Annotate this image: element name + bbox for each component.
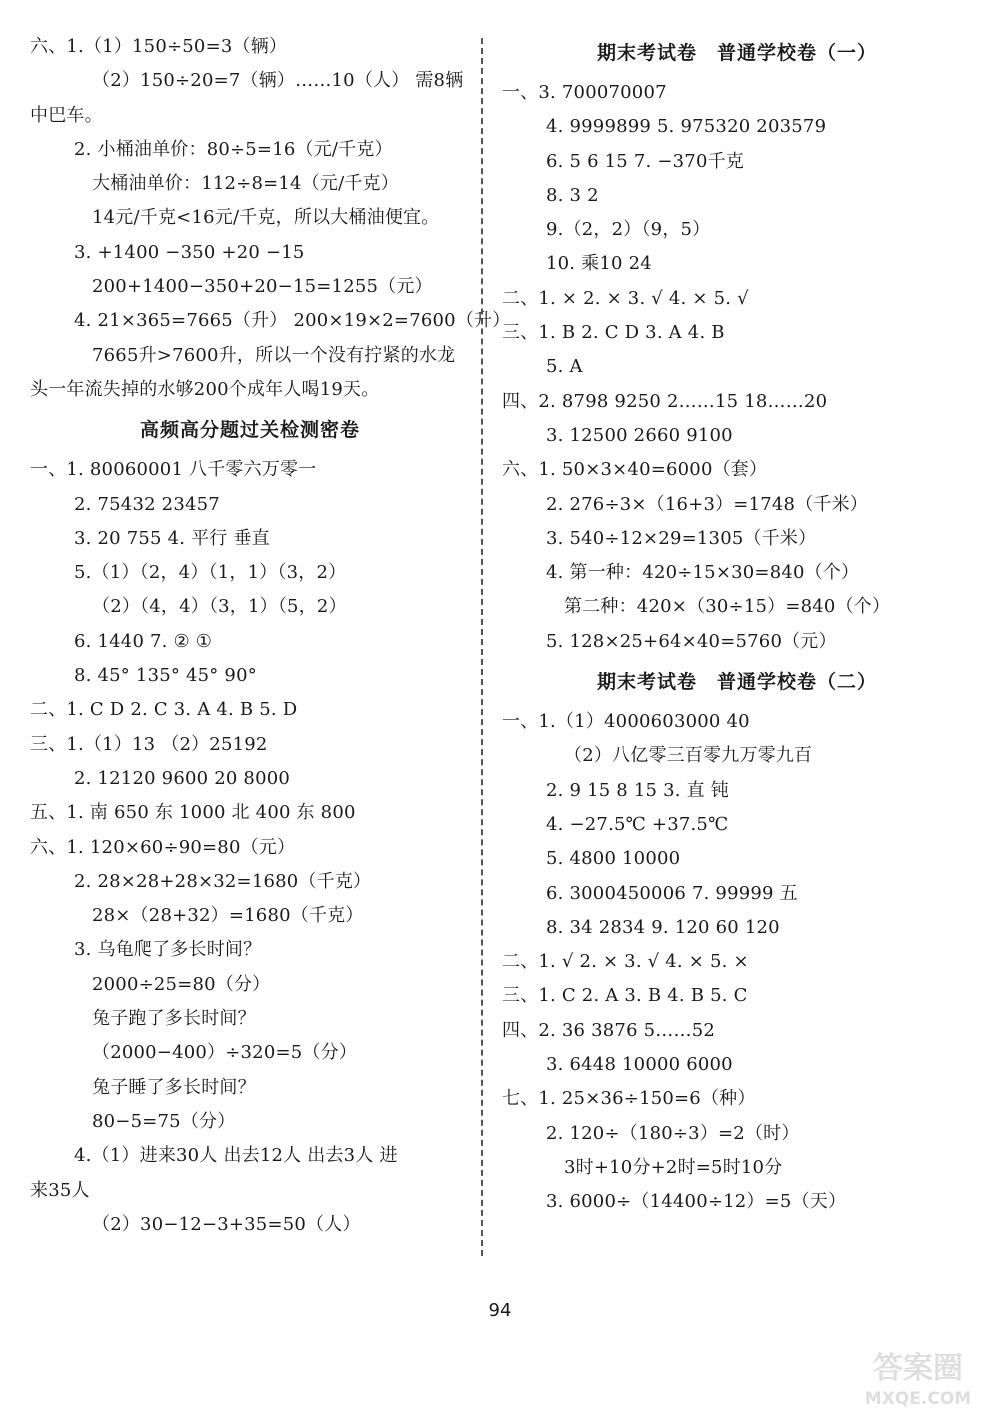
answer-line: 4. 第一种：420÷15×30=840（个） [546,562,860,584]
answer-line: 中巴车。 [30,104,103,126]
watermark-logo [848,1342,988,1412]
answer-line: 5. 4800 10000 [546,848,681,870]
answer-line: 2. 120÷（180÷3）=2（时） [546,1122,800,1144]
answer-line: 四、2. 36 3876 5……52 [502,1019,716,1041]
answer-line: （2）（4，4）（3，1）（5，2） [92,596,347,618]
answer-line: 2000÷25=80（分） [92,973,271,995]
answer-line: （2000−400）÷320=5（分） [92,1042,358,1064]
answer-line: （2）八亿零三百零九万零九百 [564,745,813,767]
answer-line: 2. 276÷3×（16+3）=1748（千米） [546,493,868,515]
answer-line: 头一年流失掉的水够200个成年人喝19天。 [30,378,380,400]
answer-line: 三、1.（1）13 （2）25192 [30,733,268,755]
answer-line: 5.（1）（2，4）（1，1）（3，2） [74,562,347,584]
right-answer-column [502,30,972,1220]
answer-line: 2. 9 15 8 15 3. 直 钝 [546,779,729,801]
answer-line: 六、1. 50×3×40=6000（套） [502,459,768,481]
answer-line: 3. 乌龟爬了多长时间？ [74,939,262,961]
answer-line: 3. 6000÷（14400÷12）=5（天） [546,1191,847,1213]
answer-line: 六、1. 120×60÷90=80（元） [30,836,296,858]
answer-line: 3. 540÷12×29=1305（千米） [546,527,817,549]
answer-line: 来35人 [30,1179,90,1201]
answer-line: 8. 3 2 [546,184,599,206]
answer-line: 二、1. × 2. × 3. √ 4. × 5. √ [502,287,749,309]
answer-line: 3时+10分+2时=5时10分 [564,1156,783,1178]
answer-line: （2）150÷20=7（辆）……10（人） 需8辆 [92,70,464,92]
answer-line: 一、1. 80060001 八千零六万零一 [30,459,317,481]
answer-line: 六、1.（1）150÷50=3（辆） [30,36,288,57]
answer-line: 80−5=75（分） [92,1110,236,1132]
page-number: 94 [488,1300,512,1321]
answer-line: 6. 5 6 15 7. −370千克 [546,150,745,172]
answer-line: 9.（2，2）（9，5） [546,219,711,241]
answer-line: 5. 128×25+64×40=5760（元） [546,630,837,652]
answer-line: 二、1. C D 2. C 3. A 4. B 5. D [30,699,298,721]
answer-line: 大桶油单价：112÷8=14（元/千克） [92,173,399,195]
answer-line: 五、1. 南 650 东 1000 北 400 东 800 [30,802,356,824]
answer-line: 14元/千克<16元/千克，所以大桶油便宜。 [92,207,440,229]
left-answer-column [30,30,511,1242]
answer-line: 四、2. 8798 9250 2……15 18……20 [502,390,828,412]
section-heading: 期末考试卷 普通学校卷（一） [596,42,877,64]
column-divider [481,38,483,1256]
answer-line: 8. 34 2834 9. 120 60 120 [546,916,780,938]
answer-line: 3. 6448 10000 6000 [546,1054,733,1076]
answer-line: 6. 3000450006 7. 99999 五 [546,882,798,904]
answer-line: 一、1.（1）4000603000 40 [502,711,750,733]
answer-line: 8. 45° 135° 45° 90° [74,665,257,687]
answer-line: 三、1. B 2. C D 3. A 4. B [502,322,725,344]
answer-line: 2. 小桶油单价：80÷5=16（元/千克） [74,138,393,160]
answer-line: 兔子跑了多长时间？ [92,1008,256,1030]
answer-line: 10. 乘10 24 [546,253,652,275]
answer-line: 4. 21×365=7665（升） 200×19×2=7600（升） [74,310,511,332]
answer-line: 4.（1）进来30人 出去12人 出去3人 进 [74,1145,398,1167]
answer-line: 200+1400−350+20−15=1255（元） [92,276,433,298]
answer-line: 4. 9999899 5. 975320 203579 [546,116,827,138]
answer-line: 5. A [546,356,583,378]
answer-line: 三、1. C 2. A 3. B 4. B 5. C [502,985,748,1007]
answer-line: （2）30−12−3+35=50（人） [92,1213,361,1235]
watermark-text: 答案圈 [873,1351,963,1386]
answer-line: 第二种：420×（30÷15）=840（个） [564,596,891,618]
watermark-url: MXQE.COM [864,1389,972,1409]
answer-line: 6. 1440 7. ② ① [74,630,213,652]
answer-line: 3. 20 755 4. 平行 垂直 [74,527,270,549]
answer-line: 兔子睡了多长时间？ [92,1076,256,1098]
answer-line: 4. −27.5℃ +37.5℃ [546,813,729,835]
answer-line: 一、3. 700070007 [502,82,667,103]
answer-line: 7665升>7600升，所以一个没有拧紧的水龙 [92,344,456,366]
answer-line: 2. 75432 23457 [74,493,220,515]
answer-line: 3. 12500 2660 9100 [546,424,733,446]
answer-line: 28×（28+32）=1680（千克） [92,905,364,927]
answer-line: 2. 28×28+28×32=1680（千克） [74,870,372,892]
answer-line: 二、1. √ 2. × 3. √ 4. × 5. × [502,951,749,973]
answer-line: 3. +1400 −350 +20 −15 [74,241,305,263]
section-heading: 期末考试卷 普通学校卷（二） [596,671,877,694]
section-heading: 高频高分题过关检测密卷 [139,419,360,442]
answer-line: 七、1. 25×36÷150=6（种） [502,1088,756,1110]
answer-line: 2. 12120 9600 20 8000 [74,767,291,789]
